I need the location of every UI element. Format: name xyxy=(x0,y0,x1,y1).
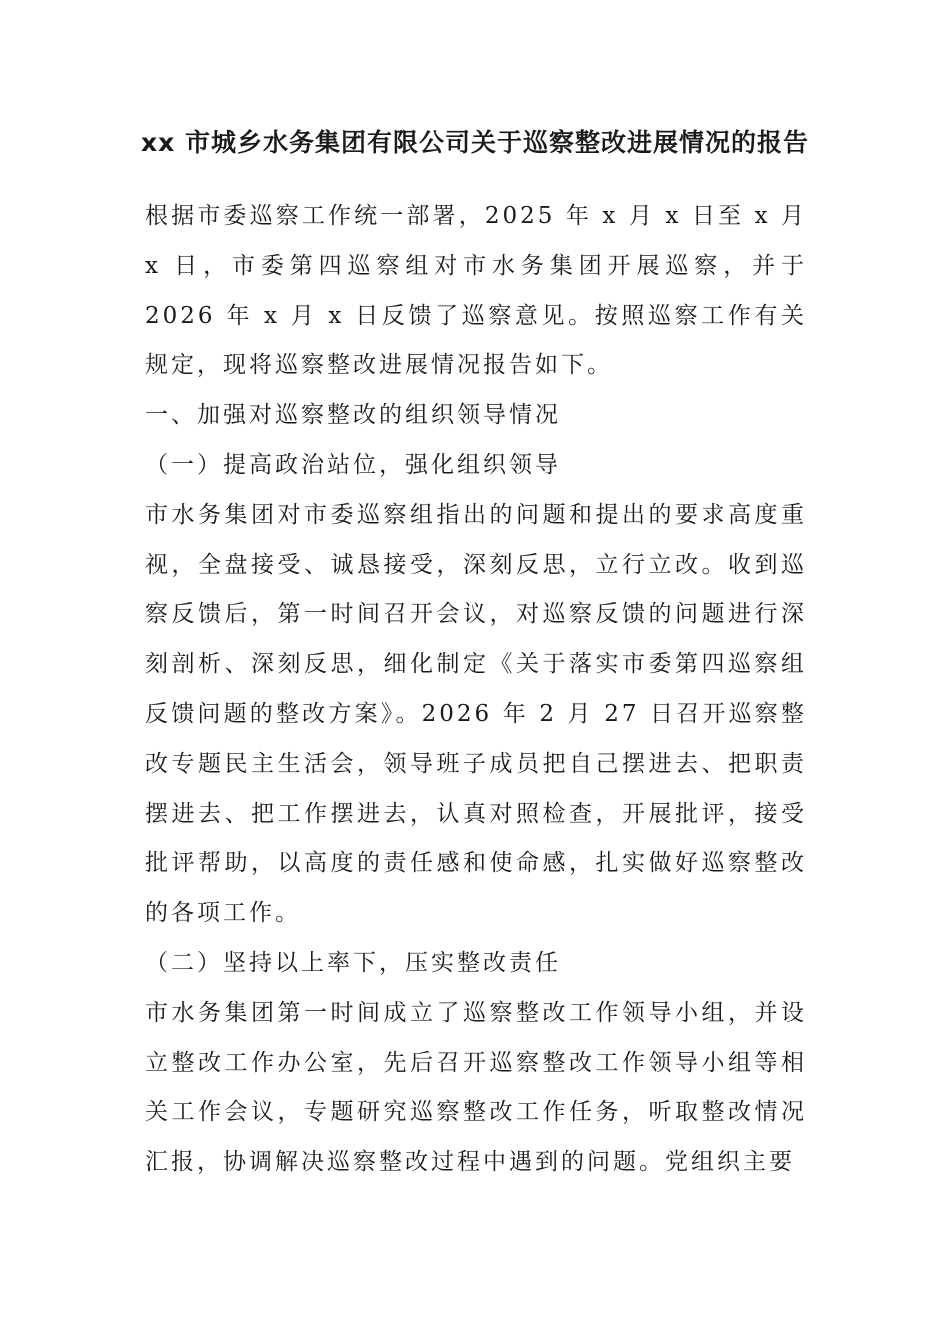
subsection-heading-1: （一）提高政治站位，强化组织领导 xyxy=(145,451,561,478)
subsection-paragraph-1: 市水务集团对市委巡察组指出的问题和提出的要求高度重视，全盘接受、诚恳接受，深刻反思，立行立改。收到巡察反馈后，第一时间召开会议，对巡察反馈的问题进行深刻剖析、深刻反思，细化制定《关于落实市委第四巡察组反馈问题的整改方案》。2026 年 2 月 27 日召开巡察整改专题民主生活会，领导班子成员把自己摆进去、把职责摆进去、把工作摆进去，认真对照检查，开展批评，接受批评帮助，以高度的责任感和使命感，扎实做好巡察整改的各项工作。 xyxy=(145,501,807,927)
document-body xyxy=(145,192,807,1188)
subsection-heading-2: （二）坚持以上率下，压实整改责任 xyxy=(145,949,561,976)
document-title: xx 市城乡水务集团有限公司关于巡察整改进展情况的报告 xyxy=(141,128,809,157)
intro-paragraph: 根据市委巡察工作统一部署，2025 年 x 月 x 日至 x 月 x 日，市委第四巡察组对市水务集团开展巡察，并于 2026 年 x 月 x 日反馈了巡察意见。按照巡察工作有关规定，现将巡察整改进展情况报告如下。 xyxy=(145,203,807,379)
subsection-paragraph-2: 市水务集团第一时间成立了巡察整改工作领导小组，并设立整改工作办公室，先后召开巡察整改工作领导小组等相关工作会议，专题研究巡察整改工作任务，听取整改情况汇报，协调解决巡察整改过程中遇到的问题。党组织主要 xyxy=(145,999,807,1176)
section-heading: 一、加强对巡察整改的组织领导情况 xyxy=(145,402,561,429)
